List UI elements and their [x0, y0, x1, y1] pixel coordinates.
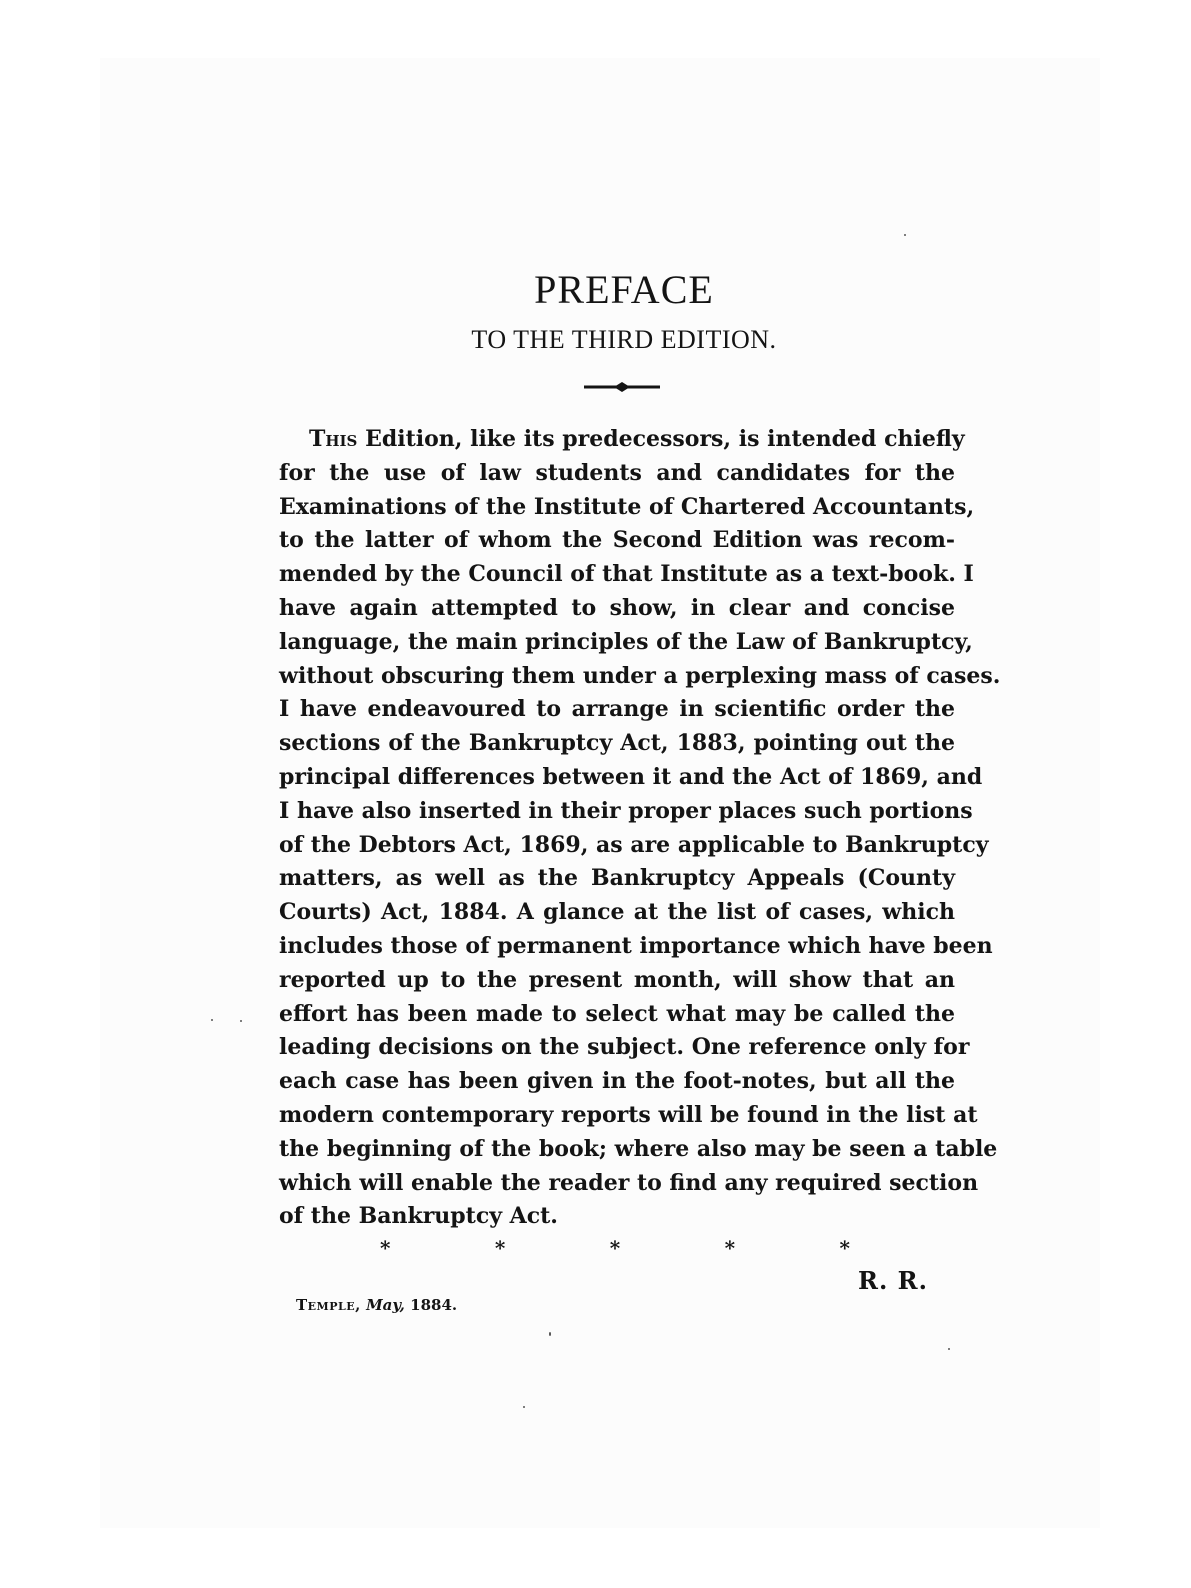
dateline-place: Temple, — [296, 1296, 361, 1314]
ellipsis-star: * — [839, 1236, 850, 1260]
ellipsis-star: * — [609, 1236, 621, 1260]
scan-speck — [904, 234, 906, 236]
text-line: Courts) Act, 1884. A glance at the list of cases, which — [279, 899, 955, 926]
dateline — [296, 1296, 457, 1314]
text-line: I have endeavoured to arrange in scientific order the — [279, 696, 955, 723]
text-line: sections of the Bankruptcy Act, 1883, pointing out the — [279, 730, 955, 757]
text-line: language, the main principles of the Law of Bankruptcy, — [279, 628, 973, 655]
page-subtitle: TO THE THIRD EDITION. — [471, 325, 777, 354]
text-line: have again attempted to show, in clear and concise — [279, 594, 955, 621]
text-line: for the use of law students and candidates for the — [279, 459, 955, 486]
page-title: PREFACE — [534, 267, 714, 312]
text-line: reported up to the present month, will show that an — [279, 966, 955, 993]
dateline-year: 1884. — [410, 1296, 458, 1314]
lead-word: This — [309, 426, 358, 452]
scan-speck — [211, 1019, 213, 1021]
text-line: mended by the Council of that Institute as a text-book. I — [279, 561, 974, 588]
text-line: to the latter of whom the Second Edition was recom- — [279, 527, 955, 554]
text-line — [279, 423, 965, 457]
author-initials: R. R. — [858, 1266, 928, 1295]
text-line: which will enable the reader to find any required section — [279, 1169, 979, 1196]
ellipsis-stars — [380, 1236, 850, 1264]
ellipsis-star: * — [380, 1236, 391, 1260]
dateline-month: May, — [366, 1296, 405, 1314]
scan-speck — [948, 1348, 950, 1350]
ellipsis-star: * — [724, 1236, 736, 1260]
text-line: I have also inserted in their proper places such portions — [279, 797, 973, 824]
scan-speck — [523, 1406, 525, 1408]
text-line: the beginning of the book; where also may be seen a table — [279, 1135, 998, 1162]
scan-speck — [549, 1332, 551, 1336]
text-line: leading decisions on the subject. One reference only for — [279, 1034, 970, 1061]
ellipsis-star: * — [494, 1236, 506, 1260]
scan-speck — [240, 1020, 242, 1022]
text-line: of the Debtors Act, 1869, as are applicable to Bankruptcy — [279, 831, 989, 858]
text-line: includes those of permanent importance which have been — [279, 932, 993, 959]
text-line: of the Bankruptcy Act. — [279, 1203, 558, 1230]
ornamental-rule — [584, 380, 660, 394]
text-line: modern contemporary reports will be found in the list at — [279, 1101, 978, 1128]
text-line: Examinations of the Institute of Chartered Accountants, — [279, 493, 975, 520]
text-line: matters, as well as the Bankruptcy Appeals (County — [279, 865, 955, 892]
text-line-content: Edition, like its predecessors, is intended chiefly — [357, 426, 965, 452]
text-line: each case has been given in the foot-notes, but all the — [279, 1068, 955, 1095]
text-line: without obscuring them under a perplexing mass of cases. — [279, 662, 1001, 689]
text-line: effort has been made to select what may be called the — [279, 1000, 955, 1027]
text-line: principal differences between it and the Act of 1869, and — [279, 763, 983, 790]
preface-body — [279, 423, 1001, 1234]
